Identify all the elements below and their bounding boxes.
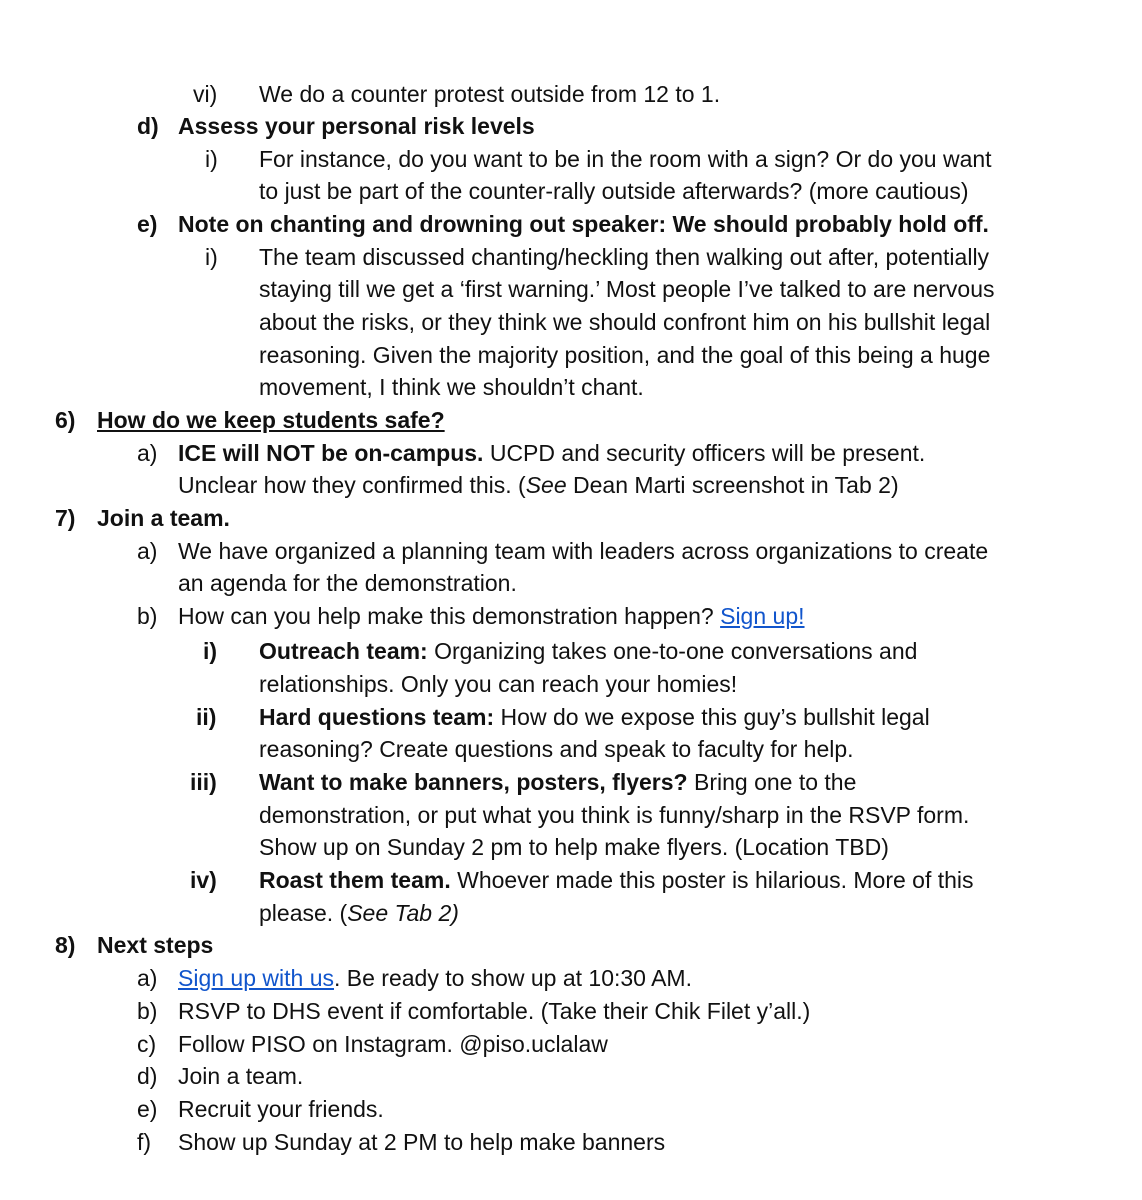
list-marker: iv) (190, 867, 217, 893)
paragraph-line: reasoning. Given the majority position, and the goal of this being a huge (259, 342, 991, 368)
section-heading: Join a team. (97, 505, 230, 531)
team-name: Roast them team. (259, 867, 451, 893)
list-item-text (178, 469, 899, 501)
section-number: 7) (55, 505, 76, 531)
sign-up-with-us-link[interactable]: Sign up with us (178, 965, 334, 991)
list-item-text: Show up Sunday at 2 PM to help make banners (178, 1129, 666, 1155)
section-heading: Next steps (97, 932, 214, 958)
paragraph-line: to just be part of the counter-rally outside afterwards? (more cautious) (259, 178, 969, 204)
body-text: How can you help make this demonstration happen? (178, 603, 721, 629)
sign-up-link[interactable]: Sign up! (720, 603, 805, 629)
list-marker: vi) (193, 81, 218, 107)
paragraph-line: demonstration, or put what you think is funny/sharp in the RSVP form. (259, 802, 970, 828)
section-number: 8) (55, 932, 76, 958)
body-text: Dean Marti screenshot in Tab 2) (566, 472, 899, 498)
body-text: Organizing takes one-to-one conversations and (427, 638, 918, 664)
list-marker: ii) (196, 704, 217, 730)
list-item-text (259, 635, 917, 667)
list-marker: a) (137, 538, 158, 564)
paragraph-line: For instance, do you want to be in the room with a sign? Or do you want (259, 146, 992, 172)
list-item-text: Follow PISO on Instagram. @piso.uclalaw (178, 1031, 608, 1057)
list-item-text: Join a team. (178, 1063, 304, 1089)
paragraph-line: about the risks, or they think we should confront him on his bullshit legal (259, 309, 991, 335)
list-marker: a) (137, 440, 158, 466)
paragraph-line: We have organized a planning team with leaders across organizations to create (178, 538, 989, 564)
list-marker: d) (137, 113, 159, 139)
emphasis-text: ICE will NOT be on-campus. (178, 440, 484, 466)
body-text: Bring one to the (687, 769, 857, 795)
list-item-text: We do a counter protest outside from 12 to 1. (259, 81, 721, 107)
list-marker: f) (137, 1129, 152, 1155)
paragraph-line: The team discussed chanting/heckling then walking out after, potentially (259, 244, 990, 270)
team-name: Want to make banners, posters, flyers? (259, 769, 688, 795)
body-text: UCPD and security officers will be present. (483, 440, 926, 466)
section-heading: How do we keep students safe? (97, 407, 445, 433)
paragraph-line: Show up on Sunday 2 pm to help make flyers. (Location TBD) (259, 834, 889, 860)
list-item-heading: Assess your personal risk levels (178, 113, 535, 139)
team-name: Hard questions team: (259, 704, 495, 730)
list-marker: e) (137, 211, 158, 237)
list-item-text: Recruit your friends. (178, 1096, 384, 1122)
list-marker: d) (137, 1063, 158, 1089)
list-marker: iii) (190, 769, 217, 795)
paragraph-line: staying till we get a ‘first warning.’ Most people I’ve talked to are nervous (259, 276, 995, 302)
list-item-text (259, 701, 930, 733)
paragraph-line: relationships. Only you can reach your homies! (259, 671, 738, 697)
list-marker: a) (137, 965, 158, 991)
body-text: How do we expose this guy’s bullshit legal (494, 704, 930, 730)
list-item-text (178, 437, 925, 469)
list-item-text (259, 864, 974, 896)
list-item-heading: Note on chanting and drowning out speaker: We should probably hold off. (178, 211, 989, 237)
list-item-text (178, 962, 692, 994)
paragraph-line: an agenda for the demonstration. (178, 570, 517, 596)
body-text: please. ( (259, 900, 348, 926)
list-item-text (178, 600, 805, 632)
paragraph-line (259, 897, 459, 929)
list-marker: b) (137, 603, 158, 629)
list-marker: i) (205, 244, 218, 270)
list-marker: e) (137, 1096, 158, 1122)
list-item-text (259, 766, 856, 798)
list-marker: i) (205, 146, 218, 172)
body-text: Whoever made this poster is hilarious. More of this (450, 867, 974, 893)
list-marker: i) (203, 638, 218, 664)
body-text: Unclear how they confirmed this. ( (178, 472, 526, 498)
team-name: Outreach team: (259, 638, 428, 664)
paragraph-line: reasoning? Create questions and speak to faculty for help. (259, 736, 854, 762)
body-text: . Be ready to show up at 10:30 AM. (333, 965, 692, 991)
italic-text: See (525, 472, 567, 498)
italic-text: See Tab 2) (347, 900, 459, 926)
list-marker: c) (137, 1031, 157, 1057)
list-marker: b) (137, 998, 158, 1024)
paragraph-line: movement, I think we shouldn’t chant. (259, 374, 644, 400)
list-item-text: RSVP to DHS event if comfortable. (Take their Chik Filet y’all.) (178, 998, 811, 1024)
section-number: 6) (55, 407, 76, 433)
